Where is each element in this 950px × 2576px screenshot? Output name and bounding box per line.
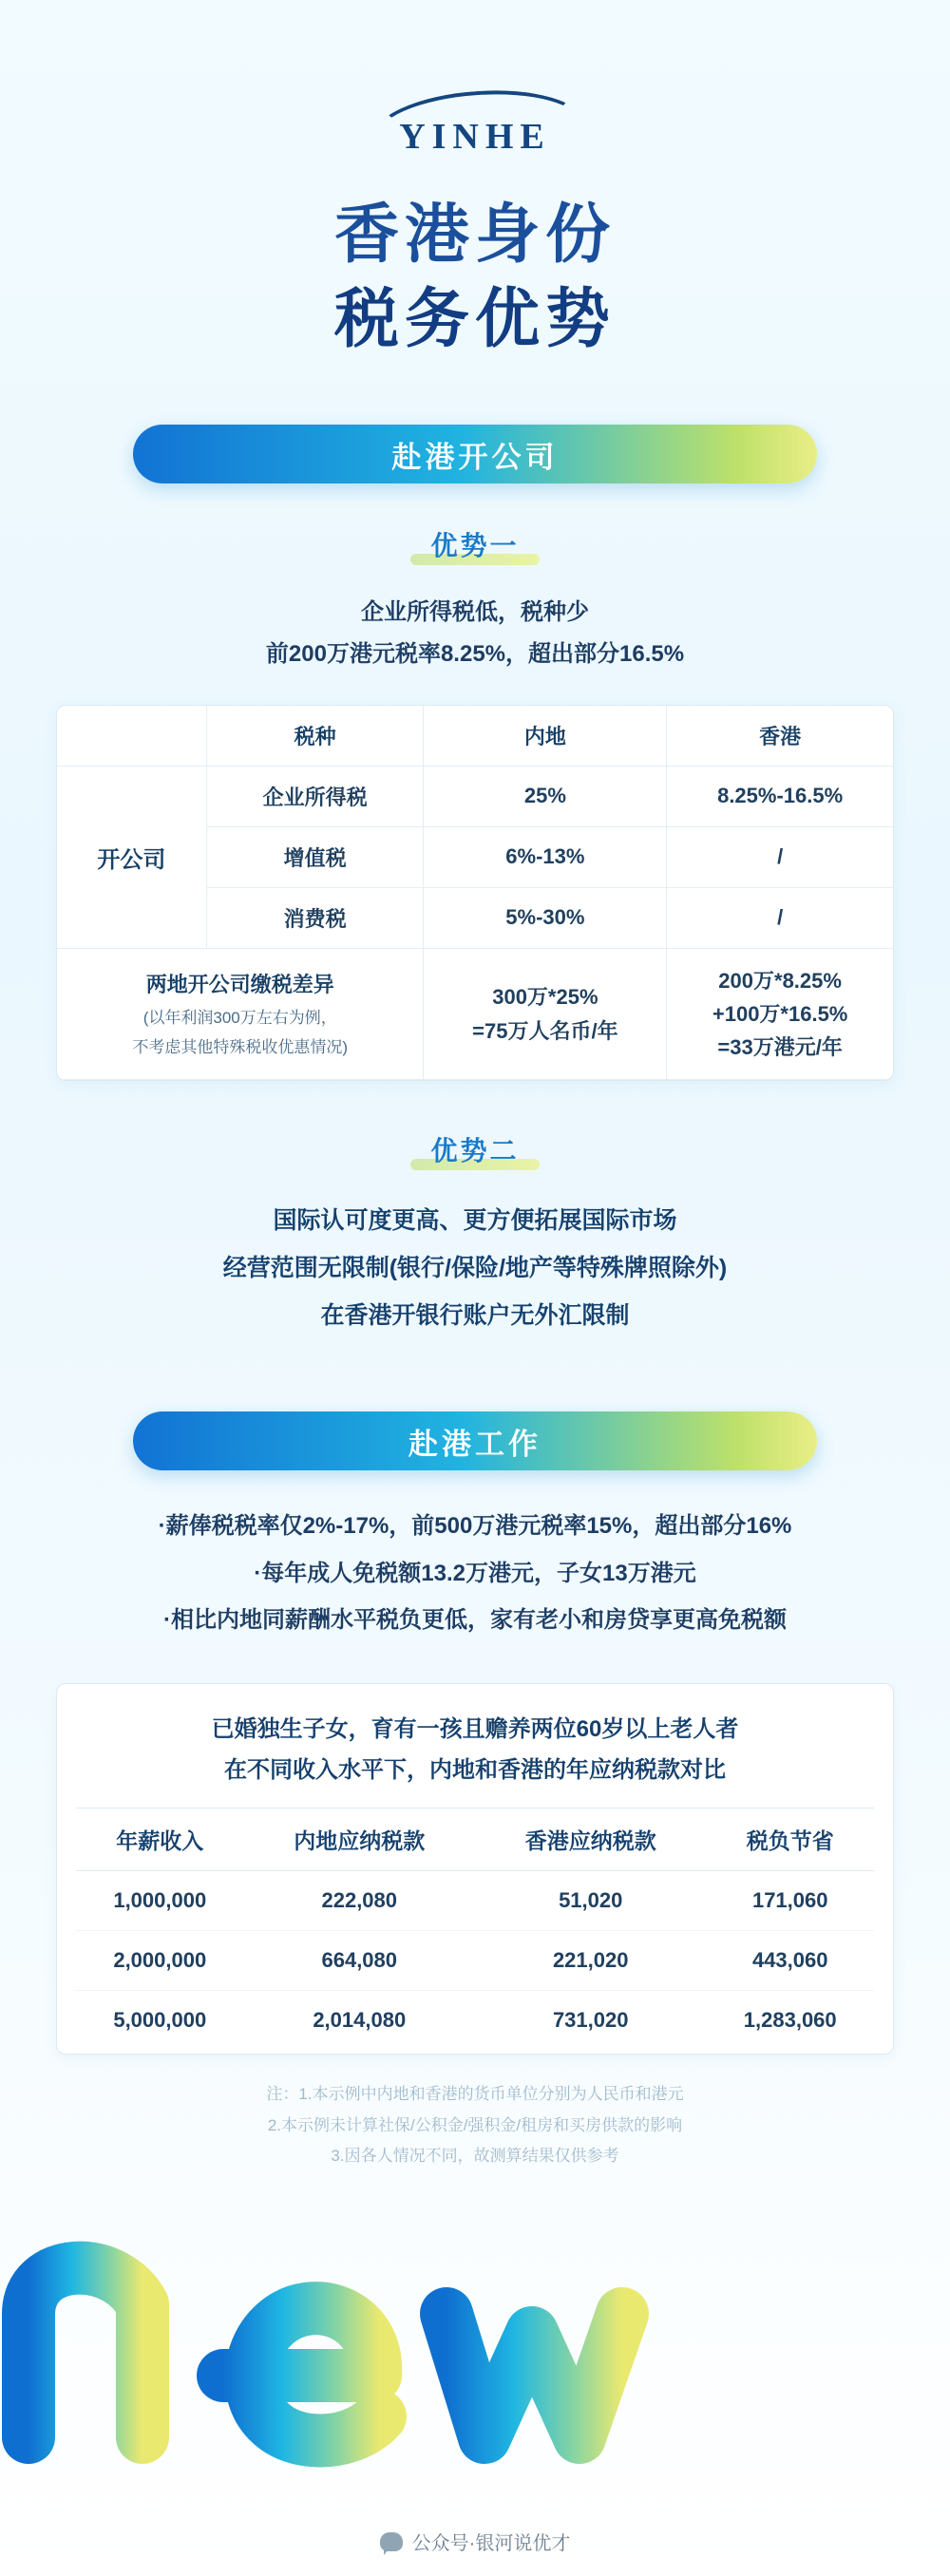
cell-mainland-value: 5%-30% bbox=[424, 887, 667, 948]
cell-hk-tax: 221,020 bbox=[475, 1931, 706, 1991]
cell-mainland-value: 25% bbox=[424, 766, 667, 826]
advantage-one-heading bbox=[361, 525, 589, 563]
table-row bbox=[76, 1931, 874, 1991]
title-line-2: 税务优势 bbox=[333, 283, 616, 355]
table-row-difference bbox=[57, 948, 893, 1080]
advantage-two-line-2: 经营范围无限制(银行/保险/地产等特殊牌照除外) bbox=[222, 1255, 728, 1282]
table-row bbox=[76, 1871, 874, 1931]
cell-mainland-value: 6%-13% bbox=[424, 826, 667, 887]
cell-tax-savings: 171,060 bbox=[706, 1871, 874, 1931]
cell-hk-tax: 51,020 bbox=[475, 1871, 706, 1931]
cell-mainland-tax: 664,080 bbox=[244, 1931, 475, 1991]
cell-annual-income: 5,000,000 bbox=[113, 2008, 207, 2033]
diff-mainland-line-2: =75万人名币/年 bbox=[472, 1018, 618, 1043]
footer-text: 公众号·银河说优才 bbox=[411, 2533, 571, 2554]
diff-note-line-2: 不考虑其他特殊税收优惠情况) bbox=[132, 1038, 349, 1057]
advantage-one-lead-line-1: 企业所得税低，税种少 bbox=[361, 599, 589, 625]
new-wordmark-graphic bbox=[0, 2200, 950, 2485]
header-tax-savings: 税负节省 bbox=[706, 1809, 874, 1871]
advantage-one-lead bbox=[0, 592, 950, 676]
new-wordmark-svg bbox=[0, 2200, 950, 2485]
cell-tax-name: 消费税 bbox=[206, 887, 424, 948]
row-label-company: 开公司 bbox=[57, 766, 206, 948]
diff-label-text: 两地开公司缴税差异 bbox=[145, 972, 334, 996]
wechat-icon bbox=[380, 2532, 403, 2551]
title-line-1: 香港身份 bbox=[333, 199, 616, 271]
advantage-two-heading bbox=[361, 1130, 589, 1168]
diff-hk-line-3: =33万港元/年 bbox=[717, 1035, 843, 1060]
cell-hk-value: / bbox=[667, 887, 893, 948]
cell-tax-savings: 443,060 bbox=[706, 1931, 874, 1991]
income-comparison-table bbox=[76, 1808, 874, 2050]
work-bullets bbox=[57, 1503, 893, 1643]
diff-note-line-1: (以年利润300万左右为例， bbox=[142, 1008, 337, 1027]
header-tax-type: 税种 bbox=[206, 706, 424, 767]
cell-hk-tax: 731,020 bbox=[552, 2008, 629, 2033]
work-bullet-2: ·每年成人免税额13.2万港元，子女13万港元 bbox=[254, 1560, 696, 1586]
diff-label-cell bbox=[57, 948, 424, 1080]
cell-mainland-tax: 222,080 bbox=[244, 1871, 475, 1931]
logo-wordmark: YINHE bbox=[399, 117, 551, 157]
income-comparison-title bbox=[57, 1709, 893, 1808]
table-header-row bbox=[57, 706, 893, 767]
advantage-two-line-3: 在香港开银行账户无外汇限制 bbox=[320, 1302, 630, 1330]
advantage-two-line-1: 国际认可度更高、更方便拓展国际市场 bbox=[273, 1207, 677, 1235]
company-tax-table bbox=[57, 706, 893, 1081]
header-hongkong: 香港 bbox=[667, 706, 893, 767]
header-corner-cell bbox=[57, 706, 206, 767]
cell-annual-income: 2,000,000 bbox=[76, 1931, 244, 1991]
footer bbox=[0, 2528, 950, 2555]
work-bullet-1: ·薪俸税税率仅2%-17%，前500万港元税率15%，超出部分16% bbox=[158, 1513, 792, 1540]
cell-annual-income: 1,000,000 bbox=[76, 1871, 244, 1931]
table-header-row bbox=[76, 1809, 874, 1871]
cell-hk-value: 8.25%-16.5% bbox=[667, 766, 893, 826]
diff-hk-cell bbox=[667, 948, 893, 1080]
income-comparison-card bbox=[56, 1683, 894, 2055]
advantage-two-label: 优势二 bbox=[430, 1136, 520, 1166]
advantage-two-body bbox=[0, 1197, 950, 1339]
income-comparison-title-line-1: 已婚独生子女，育有一孩且赡养两位60岁以上老人者 bbox=[211, 1715, 739, 1742]
section-banner-company: 赴港开公司 bbox=[133, 425, 817, 483]
table-row bbox=[57, 766, 893, 826]
cell-tax-name: 企业所得税 bbox=[206, 766, 424, 826]
header-hk-tax: 香港应纳税款 bbox=[475, 1809, 706, 1871]
section-banner-work: 赴港工作 bbox=[133, 1411, 817, 1470]
diff-mainland-cell bbox=[424, 948, 667, 1080]
diff-hk-line-2: +100万*16.5% bbox=[712, 1001, 848, 1026]
footnotes bbox=[57, 2079, 893, 2171]
company-tax-card bbox=[56, 705, 894, 1082]
diff-hk-line-1: 200万*8.25% bbox=[718, 968, 842, 993]
page-title bbox=[0, 195, 950, 360]
footnote-2: 2.本示例未计算社保/公积金/强积金/租房和买房供款的影响 bbox=[267, 2115, 683, 2134]
table-row bbox=[76, 1991, 874, 2051]
header-mainland: 内地 bbox=[424, 706, 667, 767]
income-comparison-title-line-2: 在不同收入水平下，内地和香港的年应纳税款对比 bbox=[224, 1757, 726, 1784]
advantage-one-lead-line-2: 前200万港元税率8.25%，超出部分16.5% bbox=[265, 641, 685, 668]
diff-mainland-line-1: 300万*25% bbox=[492, 985, 598, 1010]
brand-logo bbox=[0, 0, 950, 170]
cell-tax-name: 增值税 bbox=[206, 826, 424, 887]
work-bullet-3: ·相比内地同薪酬水平税负更低，家有老小和房贷享更高免税额 bbox=[163, 1606, 787, 1633]
footnote-3: 3.因各人情况不同，故测算结果仅供参考 bbox=[331, 2146, 619, 2165]
header-annual-income: 年薪收入 bbox=[76, 1809, 244, 1871]
cell-tax-savings: 1,283,060 bbox=[743, 2008, 837, 2033]
advantage-one-label: 优势一 bbox=[430, 531, 520, 560]
cell-mainland-tax: 2,014,080 bbox=[313, 2008, 407, 2033]
cell-hk-value: / bbox=[667, 826, 893, 887]
header-mainland-tax: 内地应纳税款 bbox=[244, 1809, 475, 1871]
arc-logo-icon bbox=[352, 91, 598, 165]
footnote-1: 注：1.本示例中内地和香港的货币单位分别为人民币和港元 bbox=[266, 2085, 684, 2104]
